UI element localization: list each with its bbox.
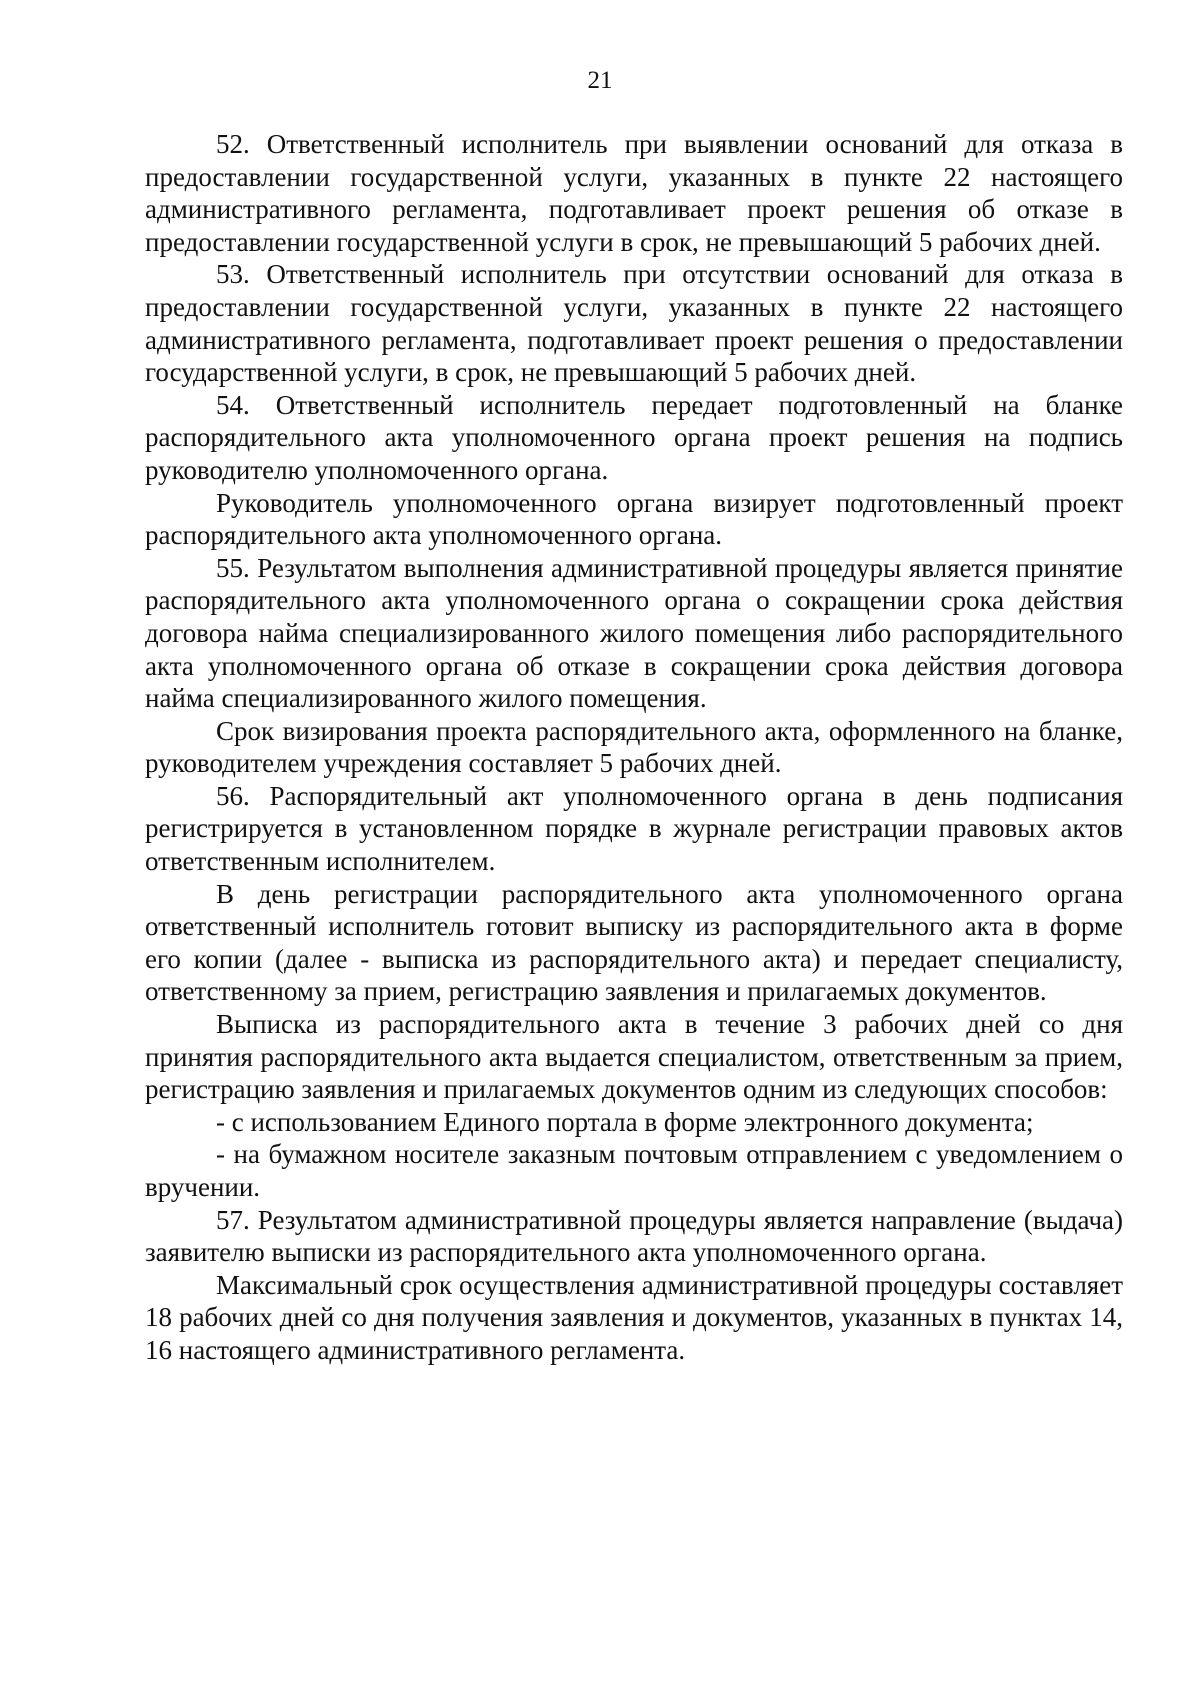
paragraph-55-review-term: Срок визирования проекта распорядительного акта, оформленного на бланке, руководителем учреждения составляет 5 рабочих дней. — [145, 715, 1123, 779]
paragraph-56-registration-day: В день регистрации распорядительного акта уполномоченного органа ответственный исполнитель готовит выписку из распорядительного акта в форме его копии (далее - выписка из распорядительного акта) и передает специалисту, ответственному за прием, регистрацию заявления и прилагаемых документов. — [145, 878, 1123, 1007]
paragraph-52: 52. Ответственный исполнитель при выявлении оснований для отказа в предоставлении государственной услуги, указанных в пункте 22 настоящего административного регламента, подготавливает проект решения об отказе в предоставлении государственной услуги в срок, не превышающий 5 рабочих дней. — [145, 129, 1123, 257]
paragraph-57-max-term: Максимальный срок осуществления административной процедуры составляет 18 рабочих дней со дня получения заявления и документов, указанных в пунктах 14, 16 настоящего административного регламента. — [145, 1269, 1123, 1365]
paragraph-54-supervisor-review: Руководитель уполномоченного органа визирует подготовленный проект распорядительного акта уполномоченного органа. — [145, 487, 1123, 551]
document-body — [145, 128, 1123, 1367]
paragraph-53: 53. Ответственный исполнитель при отсутствии оснований для отказа в предоставлении государственной услуги, указанных в пункте 22 настоящего административного регламента, подготавливает проект решения о предоставлении государственной услуги, в срок, не превышающий 5 рабочих дней. — [145, 259, 1123, 388]
list-item-portal: - с использованием Единого портала в форме электронного документа; — [216, 1106, 1034, 1137]
list-item-mail: - на бумажном носителе заказным почтовым отправлением с уведомлением о вручении. — [145, 1139, 1123, 1202]
paragraph-55: 55. Результатом выполнения административной процедуры является принятие распорядительного акта уполномоченного органа о сокращении срока действия договора найма специализированного жилого помещения либо распорядительного акта уполномоченного органа об отказе в сокращении срока действия договора найма специализированного жилого помещения. — [145, 552, 1123, 714]
page-number: 21 — [587, 67, 613, 94]
paragraph-54: 54. Ответственный исполнитель передает подготовленный на бланке распорядительного акта уполномоченного органа проект решения на подпись руководителю уполномоченного органа. — [145, 389, 1123, 485]
paragraph-57: 57. Результатом административной процедуры является направление (выдача) заявителю выписки из распорядительного акта уполномоченного органа. — [145, 1204, 1123, 1268]
paragraph-56: 56. Распорядительный акт уполномоченного органа в день подписания регистрируется в установленном порядке в журнале регистрации правовых актов ответственным исполнителем. — [145, 780, 1123, 877]
paragraph-56-extract-issuance: Выписка из распорядительного акта в течение 3 рабочих дней со дня принятия распорядительного акта выдается специалистом, ответственным за прием, регистрацию заявления и прилагаемых документов одним из следующих способов: — [145, 1009, 1123, 1105]
